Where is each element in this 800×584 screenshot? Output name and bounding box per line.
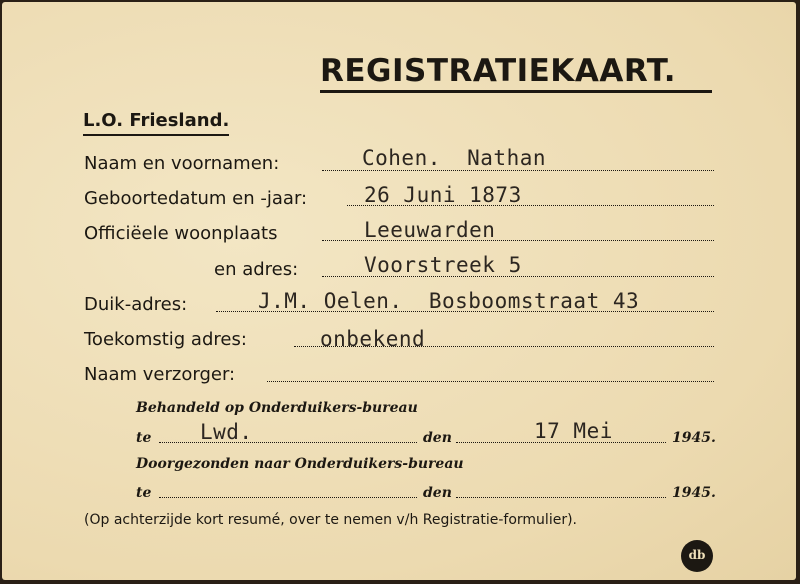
field-label-caretaker: Naam verzorger: (84, 364, 236, 385)
field-line-name (322, 170, 714, 171)
field-label-hiding-address: Duik-adres: (84, 294, 188, 315)
field-label-birthdate: Geboortedatum en -jaar: (84, 188, 308, 209)
handled-date-prefix: den (423, 430, 452, 446)
field-value-residence: Leeuwarden (364, 218, 496, 242)
organization-label: L.O. Friesland. (83, 110, 229, 136)
field-value-hiding-address: J.M. Oelen. Bosboomstraat 43 (258, 289, 640, 313)
handled-place-value: Lwd. (200, 420, 253, 444)
field-value-address: Voorstreek 5 (364, 253, 522, 277)
handled-place-line (159, 442, 417, 443)
field-value-future-address: onbekend (320, 327, 426, 351)
forwarded-place-line (159, 497, 417, 498)
forwarded-date-line (456, 497, 666, 498)
handled-date-value: 17 Mei (534, 419, 613, 443)
field-line-caretaker (267, 381, 714, 382)
footer-note: (Op achterzijde kort resumé, over te nemen v/h Registratie-formulier). (84, 512, 577, 528)
forwarded-heading: Doorgezonden naar Onderduikers-bureau (136, 456, 464, 472)
field-label-name: Naam en voornamen: (84, 153, 280, 174)
field-value-name: Cohen. Nathan (362, 146, 547, 170)
handled-heading: Behandeld op Onderduikers-bureau (136, 400, 418, 416)
printer-logo-icon: db (681, 540, 713, 572)
handled-year: 1945. (672, 430, 716, 446)
field-label-future-address: Toekomstig adres: (84, 329, 247, 350)
registration-card (2, 2, 796, 580)
forwarded-year: 1945. (672, 485, 716, 501)
field-label-address: en adres: (214, 259, 299, 280)
handled-place-prefix: te (136, 430, 152, 446)
card-title: REGISTRATIEKAART. (320, 52, 712, 93)
forwarded-date-prefix: den (423, 485, 452, 501)
forwarded-place-prefix: te (136, 485, 152, 501)
field-label-residence: Officiëele woonplaats (84, 223, 278, 244)
field-value-birthdate: 26 Juni 1873 (364, 183, 522, 207)
